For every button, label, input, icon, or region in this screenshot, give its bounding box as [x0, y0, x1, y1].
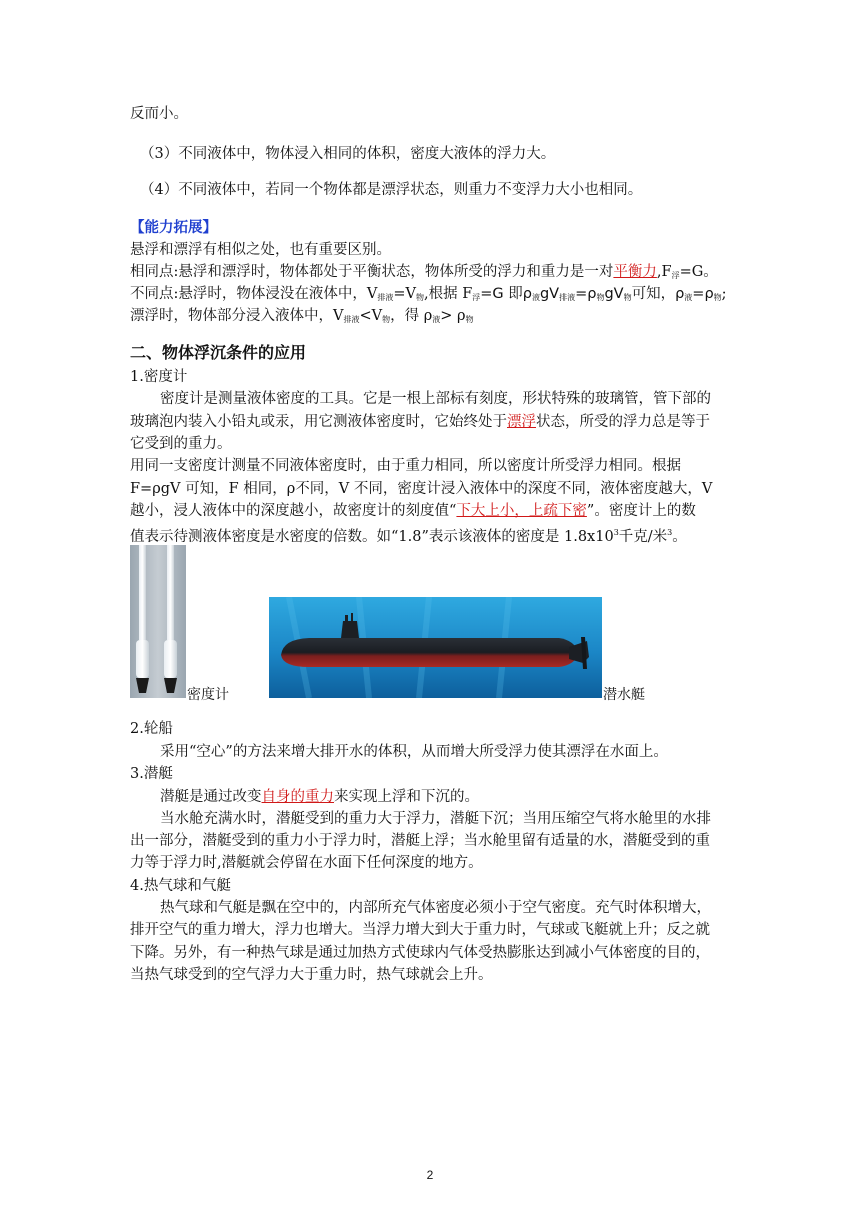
- paragraph: [160, 898, 760, 918]
- text: 潜艇是通过改变: [160, 789, 262, 805]
- text: 密度计是测量液体密度的工具。它是一根上部标有刻度，形状特殊的玻璃管，管下部的: [160, 391, 711, 407]
- subsection-title: 2.轮船: [130, 721, 173, 737]
- text: 采用“空心”的方法来增大排开水的体积，从而增大所受浮力使其漂浮在水面上。: [160, 744, 668, 760]
- paragraph: [130, 501, 730, 521]
- text: 当热气球受到的空气浮力大于重力时，热气球就会上升。: [130, 967, 493, 983]
- text: ”。密度计上的数: [586, 503, 696, 519]
- paragraph: [130, 943, 730, 963]
- paragraph: [140, 180, 740, 200]
- subscript: 物: [713, 293, 722, 302]
- text: 力等于浮力时,潜艇就会停留在水面下任何深度的地方。: [130, 855, 483, 871]
- text: =ρ: [692, 286, 714, 302]
- text: 状态，所受的浮力总是等于: [536, 414, 710, 430]
- subsection-title: 1.密度计: [130, 369, 188, 385]
- text: 用同一支密度计测量不同液体密度时，由于重力相同，所以密度计所受浮力相同。根据: [130, 458, 681, 474]
- text: =ρ: [575, 286, 597, 302]
- subscript: 排液: [343, 315, 360, 324]
- section-heading-extension: 【能力拓展】: [130, 220, 217, 236]
- text: 值表示待测液体密度是水密度的倍数。如“1.8”表示该液体的密度是 1.8x10: [130, 529, 614, 545]
- text: 千克/米: [618, 529, 668, 545]
- subsection-title: 3.潜艇: [130, 766, 173, 782]
- hydrometer-image: [130, 545, 186, 698]
- text: gV: [604, 286, 624, 302]
- text: 相同点:悬浮和漂浮时，物体都处于平衡状态，物体所受的浮力和重力是一对: [130, 264, 614, 280]
- text: 漂浮时，物体部分浸入液体中，V: [130, 308, 344, 324]
- highlighted-answer: 平衡力: [613, 264, 657, 280]
- text: 可知，ρ: [631, 286, 685, 302]
- subscript: 浮: [472, 293, 481, 302]
- paragraph: [130, 853, 730, 873]
- text: 来实现上浮和下沉的。: [334, 789, 479, 805]
- subscript: 排液: [377, 293, 394, 302]
- text: 出一部分，潜艇受到的重力小于浮力时，潜艇上浮；当水舱里留有适量的水，潜艇受到的重: [130, 833, 710, 849]
- figure-caption-hydrometer: 密度计: [187, 687, 229, 703]
- paragraph: [160, 742, 760, 762]
- subscript: 物: [596, 293, 605, 302]
- text: F=ρgV 可知，F 相同，ρ不同，V 不同，密度计浸入液体中的深度不同，液体密度越大，V: [130, 481, 713, 497]
- highlighted-answer: 漂浮: [507, 414, 536, 430]
- subsection-title: 4.热气球和气艇: [130, 878, 231, 894]
- text: 下降。另外，有一种热气球是通过加热方式使球内气体受热膨胀达到减小气体密度的目的，: [130, 945, 710, 961]
- subscript: 排液: [559, 293, 576, 302]
- text: 玻璃泡内装入小铅丸或汞，用它测液体密度时，它始终处于: [130, 414, 507, 430]
- text: 当水舱充满水时，潜艇受到的重力大于浮力，潜艇下沉；当用压缩空气将水舱里的水排: [160, 811, 711, 827]
- paragraph: [130, 284, 730, 308]
- highlighted-answer: 下大上小，上疏下密: [456, 503, 587, 519]
- superscript: 3: [667, 528, 673, 537]
- paragraph: [130, 456, 730, 476]
- text: 。: [672, 529, 687, 545]
- text: =V: [393, 286, 416, 302]
- subscript: 物: [382, 315, 391, 324]
- text: 排开空气的重力增大，浮力也增大。当浮力增大到大于重力时，气球或飞艇就上升；反之就: [130, 922, 710, 938]
- figure-caption-submarine: 潜水艇: [603, 687, 645, 703]
- text: 不同点:悬浮时，物体浸没在液体中，V: [130, 286, 378, 302]
- paragraph: [160, 787, 760, 807]
- text: ,F: [656, 264, 672, 280]
- text: 反而小。: [130, 106, 188, 122]
- paragraph: [130, 412, 730, 432]
- text: （4）不同液体中，若同一个物体都是漂浮状态，则重力不变浮力大小也相同。: [140, 182, 643, 198]
- subscript: 物: [623, 293, 632, 302]
- text: ;: [721, 286, 727, 302]
- paragraph: [130, 479, 730, 499]
- text: 越小，浸人液体中的深度越小，故密度计的刻度值“: [130, 503, 457, 519]
- text: <V: [359, 308, 383, 324]
- submarine-image: [269, 597, 602, 698]
- text: =G。: [679, 264, 718, 280]
- subscript: 物: [415, 293, 424, 302]
- paragraph: [130, 240, 730, 260]
- subscript: 物: [465, 315, 474, 324]
- paragraph: [130, 523, 730, 547]
- hydrometer-drawing: [130, 545, 186, 698]
- text: gV: [539, 286, 560, 302]
- paragraph: [160, 389, 760, 409]
- text: ,根据 F: [423, 286, 473, 302]
- text: 悬浮和漂浮有相似之处，也有重要区别。: [130, 242, 391, 258]
- paragraph: [140, 144, 740, 164]
- paragraph: [130, 831, 730, 851]
- submarine-drawing: [269, 597, 602, 698]
- paragraph: [130, 434, 730, 454]
- text: 热气球和气艇是飘在空中的，内部所充气体密度必须小于空气密度。充气时体积增大，: [160, 900, 711, 916]
- subscript: 液: [531, 293, 540, 302]
- subscript: 浮: [671, 271, 680, 280]
- subscript: 液: [432, 315, 441, 324]
- paragraph: [130, 965, 730, 985]
- paragraph: [160, 809, 760, 829]
- text: =G 即ρ: [480, 286, 532, 302]
- text: 它受到的重力。: [130, 436, 232, 452]
- highlighted-answer: 自身的重力: [261, 789, 334, 805]
- paragraph: [130, 306, 730, 330]
- text: ，得 ρ: [390, 308, 433, 324]
- subscript: 液: [684, 293, 693, 302]
- text: > ρ: [440, 308, 466, 324]
- section-title: 二、物体浮沉条件的应用: [130, 343, 307, 362]
- paragraph: [130, 104, 730, 124]
- text: （3）不同液体中，物体浸入相同的体积，密度大液体的浮力大。: [140, 146, 556, 162]
- paragraph: [130, 262, 730, 286]
- superscript: 3: [613, 528, 619, 537]
- paragraph: [130, 920, 730, 940]
- page-number: 2: [426, 1168, 434, 1182]
